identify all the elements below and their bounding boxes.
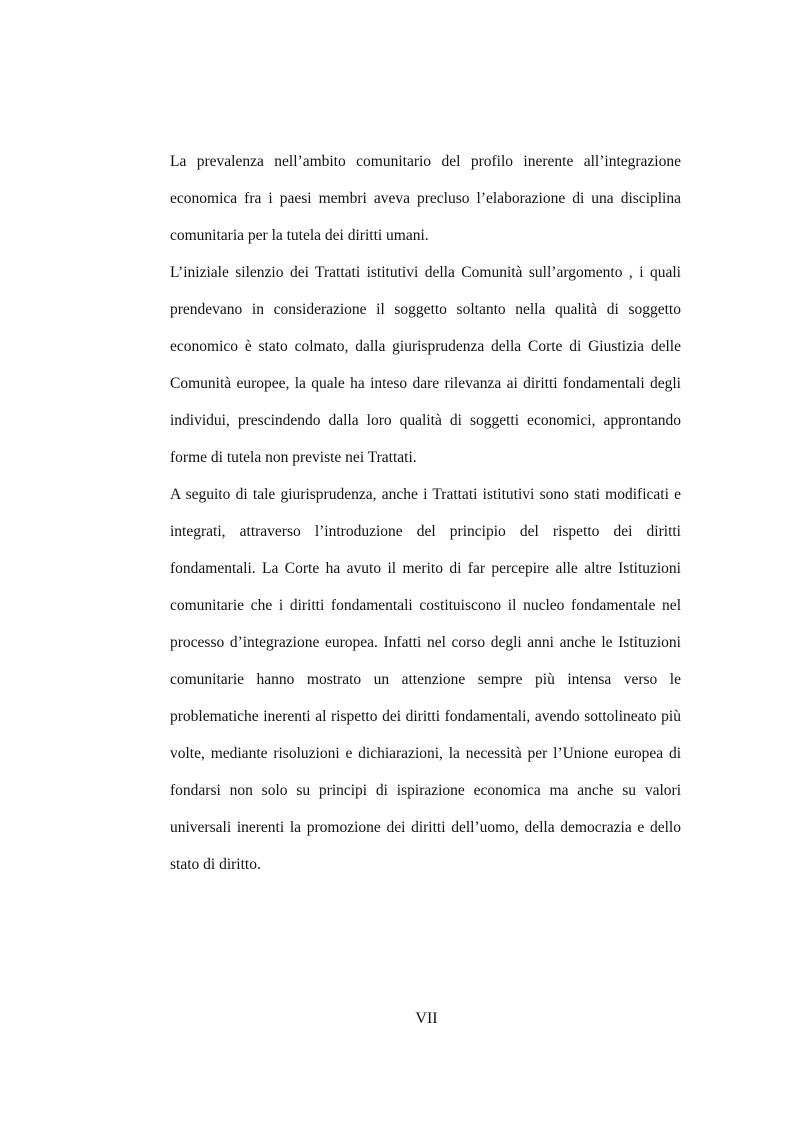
- paragraph-2: L’iniziale silenzio dei Trattati istitutivi della Comunità sull’argomento , i quali prendevano in considerazione il soggetto soltanto nella qualità di soggetto economico è stato colmato, dalla giurisprudenza della Corte di Giustizia delle Comunità europee, la quale ha inteso dare rilevanza ai diritti fondamentali degli individui, prescindendo dalla loro qualità di soggetti economici, approntando forme di tutela non previste nei Trattati.: [170, 264, 681, 466]
- paragraph-3: A seguito di tale giurisprudenza, anche i Trattati istitutivi sono stati modificati e integrati, attraverso l’introduzione del principio del rispetto dei diritti fondamentali. La Corte ha avuto il merito di far percepire alle altre Istituzioni comunitarie che i diritti fondamentali costituiscono il nucleo fondamentale nel processo d’integrazione europea. Infatti nel corso degli anni anche le Istituzioni comunitarie hanno mostrato un attenzione sempre più intensa verso le problematiche inerenti al rispetto dei diritti fondamentali, avendo sottolineato più volte, mediante risoluzioni e dichiarazioni, la necessità per l’Unione europea di fondarsi non solo su principi di ispirazione economica ma anche su valori universali inerenti la promozione dei diritti dell’uomo, della democrazia e dello stato di diritto.: [170, 486, 681, 873]
- body-text: [170, 143, 681, 883]
- page-number: VII: [415, 1010, 438, 1027]
- paragraph-1: La prevalenza nell’ambito comunitario del profilo inerente all’integrazione economica fra i paesi membri aveva precluso l’elaborazione di una disciplina comunitaria per la tutela dei diritti umani.: [170, 153, 681, 244]
